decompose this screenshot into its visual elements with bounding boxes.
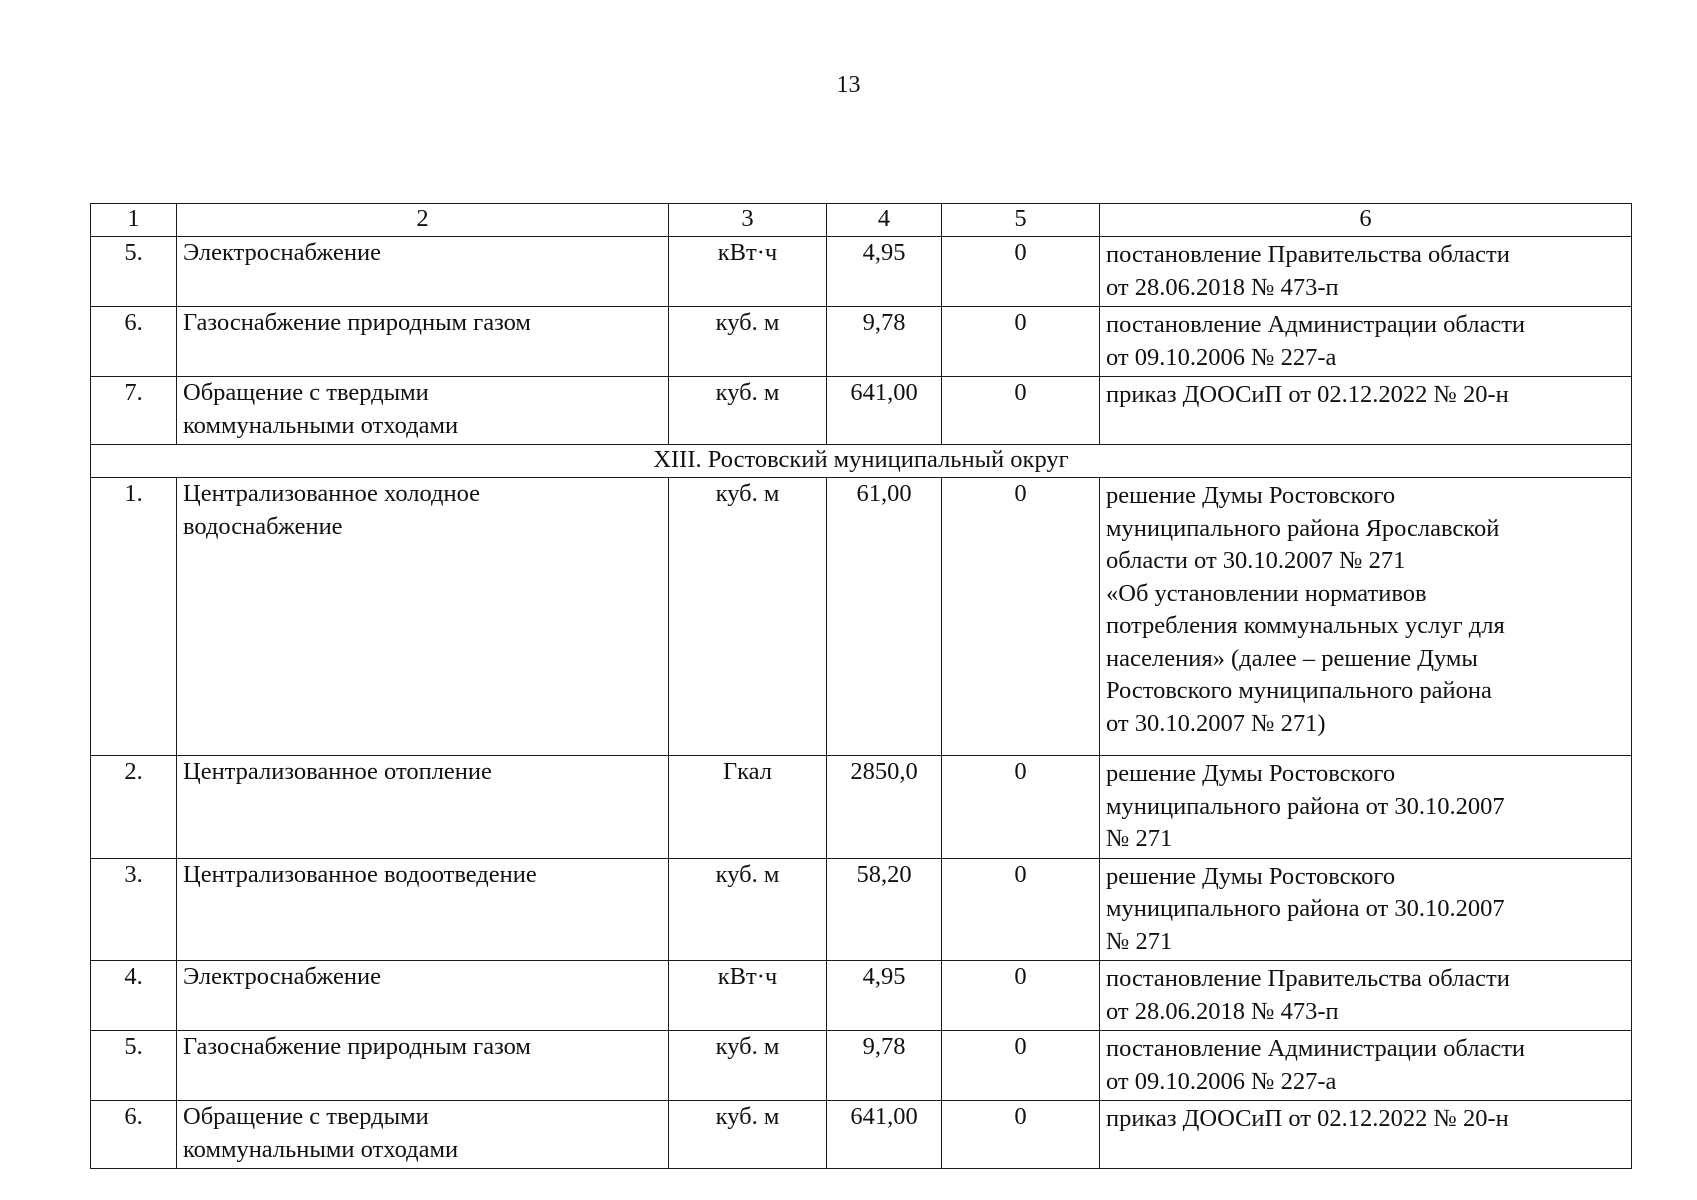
- service-name-line: Газоснабжение природным газом: [183, 1033, 531, 1060]
- service-name-cell: [177, 377, 669, 445]
- section-row: [91, 445, 1632, 478]
- service-name-line: коммунальными отходами: [183, 1135, 459, 1163]
- table-row: [91, 1031, 1632, 1101]
- service-name-line: Электроснабжение: [183, 239, 381, 266]
- unit-cell: куб. м: [669, 377, 827, 445]
- service-name-cell: [177, 1101, 669, 1169]
- legal-document-line: постановление Администрации области: [1106, 1035, 1526, 1062]
- column-5-value-cell: 0: [942, 858, 1100, 961]
- column-5-value-cell: 0: [942, 478, 1100, 756]
- service-name-cell: [177, 756, 669, 859]
- header-cell-1: 1: [91, 204, 177, 237]
- norm-value-cell: 641,00: [827, 377, 942, 445]
- norm-value-cell: 61,00: [827, 478, 942, 756]
- column-5-value-cell: 0: [942, 1031, 1100, 1101]
- header-cell-2: 2: [177, 204, 669, 237]
- column-5-value-cell: 0: [942, 307, 1100, 377]
- legal-document-line: потребления коммунальных услуг для: [1106, 612, 1505, 639]
- legal-document-cell: [1100, 237, 1632, 307]
- header-row: [91, 204, 1632, 237]
- header-cell-3: 3: [669, 204, 827, 237]
- legal-document-line: муниципального района от 30.10.2007: [1106, 792, 1505, 820]
- table-row: [91, 237, 1632, 307]
- legal-document-cell: [1100, 961, 1632, 1031]
- norm-value-cell: 4,95: [827, 961, 942, 1031]
- norms-table: [90, 203, 1632, 1169]
- service-name-cell: [177, 237, 669, 307]
- legal-document-cell: [1100, 478, 1632, 756]
- norm-value-cell: 9,78: [827, 1031, 942, 1101]
- service-name-line: водоснабжение: [183, 512, 343, 540]
- norm-value-cell: 641,00: [827, 1101, 942, 1169]
- legal-document-line: решение Думы Ростовского: [1106, 482, 1396, 509]
- legal-document-line: Ростовского муниципального района: [1106, 677, 1492, 704]
- column-5-value-cell: 0: [942, 377, 1100, 445]
- legal-document-line: от 28.06.2018 № 473-п: [1106, 273, 1339, 301]
- legal-document-line: от 30.10.2007 № 271): [1106, 709, 1326, 737]
- legal-document-cell: [1100, 377, 1632, 445]
- column-5-value-cell: 0: [942, 237, 1100, 307]
- unit-cell: куб. м: [669, 478, 827, 756]
- unit-cell: кВт·ч: [669, 237, 827, 307]
- legal-document-line: № 271: [1106, 927, 1173, 955]
- unit-cell: Гкал: [669, 756, 827, 859]
- legal-document-line: «Об установлении нормативов: [1106, 579, 1427, 607]
- table-row: [91, 478, 1632, 756]
- legal-document-line: постановление Правительства области: [1106, 241, 1510, 268]
- table-row: [91, 756, 1632, 859]
- table-row: [91, 858, 1632, 961]
- legal-document-cell: [1100, 858, 1632, 961]
- legal-document-line: от 09.10.2006 № 227-а: [1106, 1067, 1337, 1095]
- service-name-line: Электроснабжение: [183, 963, 381, 990]
- row-number: 7.: [91, 377, 177, 445]
- row-number: 6.: [91, 1101, 177, 1169]
- section-title: XIII. Ростовский муниципальный округ: [91, 445, 1632, 478]
- legal-document-line: приказ ДООСиП от 02.12.2022 № 20-н: [1106, 381, 1509, 408]
- row-number: 2.: [91, 756, 177, 859]
- service-name-line: Обращение с твердыми: [183, 379, 429, 406]
- legal-document-line: № 271: [1106, 825, 1173, 852]
- norm-value-cell: 4,95: [827, 237, 942, 307]
- norm-value-cell: 58,20: [827, 858, 942, 961]
- service-name-line: коммунальными отходами: [183, 411, 459, 439]
- legal-document-line: от 09.10.2006 № 227-а: [1106, 343, 1337, 371]
- column-5-value-cell: 0: [942, 756, 1100, 859]
- legal-document-cell: [1100, 1101, 1632, 1169]
- legal-document-line: населения» (далее – решение Думы: [1106, 644, 1478, 672]
- column-5-value-cell: 0: [942, 1101, 1100, 1169]
- column-5-value-cell: 0: [942, 961, 1100, 1031]
- service-name-cell: [177, 307, 669, 377]
- service-name-line: Централизованное отопление: [183, 758, 492, 785]
- service-name-line: Централизованное водоотведение: [183, 860, 537, 888]
- legal-document-line: постановление Правительства области: [1106, 965, 1510, 992]
- service-name-cell: [177, 478, 669, 756]
- table-row: [91, 307, 1632, 377]
- row-number: 5.: [91, 1031, 177, 1101]
- table-row: [91, 377, 1632, 445]
- norm-value-cell: 2850,0: [827, 756, 942, 859]
- norm-value-cell: 9,78: [827, 307, 942, 377]
- header-cell-4: 4: [827, 204, 942, 237]
- legal-document-line: области от 30.10.2007 № 271: [1106, 547, 1406, 574]
- row-number: 6.: [91, 307, 177, 377]
- row-number: 5.: [91, 237, 177, 307]
- row-number: 4.: [91, 961, 177, 1031]
- unit-cell: куб. м: [669, 1031, 827, 1101]
- table-row: [91, 1101, 1632, 1169]
- legal-document-line: от 28.06.2018 № 473-п: [1106, 997, 1339, 1025]
- norms-table-body: [91, 204, 1632, 1169]
- header-cell-5: 5: [942, 204, 1100, 237]
- service-name-cell: [177, 961, 669, 1031]
- row-number: 1.: [91, 478, 177, 756]
- row-number: 3.: [91, 858, 177, 961]
- service-name-cell: [177, 1031, 669, 1101]
- service-name-cell: [177, 858, 669, 961]
- unit-cell: кВт·ч: [669, 961, 827, 1031]
- legal-document-line: решение Думы Ростовского: [1106, 760, 1396, 787]
- unit-cell: куб. м: [669, 1101, 827, 1169]
- legal-document-line: приказ ДООСиП от 02.12.2022 № 20-н: [1106, 1105, 1509, 1132]
- legal-document-cell: [1100, 756, 1632, 859]
- service-name-line: Централизованное холодное: [183, 480, 481, 507]
- legal-document-line: постановление Администрации области: [1106, 311, 1526, 338]
- service-name-line: Газоснабжение природным газом: [183, 309, 531, 336]
- unit-cell: куб. м: [669, 858, 827, 961]
- legal-document-cell: [1100, 307, 1632, 377]
- header-cell-6: 6: [1100, 204, 1632, 237]
- legal-document-cell: [1100, 1031, 1632, 1101]
- legal-document-line: муниципального района от 30.10.2007: [1106, 895, 1505, 922]
- legal-document-line: решение Думы Ростовского: [1106, 862, 1396, 890]
- unit-cell: куб. м: [669, 307, 827, 377]
- legal-document-line: муниципального района Ярославской: [1106, 514, 1500, 542]
- table-row: [91, 961, 1632, 1031]
- service-name-line: Обращение с твердыми: [183, 1103, 429, 1130]
- page-number: 13: [836, 72, 861, 98]
